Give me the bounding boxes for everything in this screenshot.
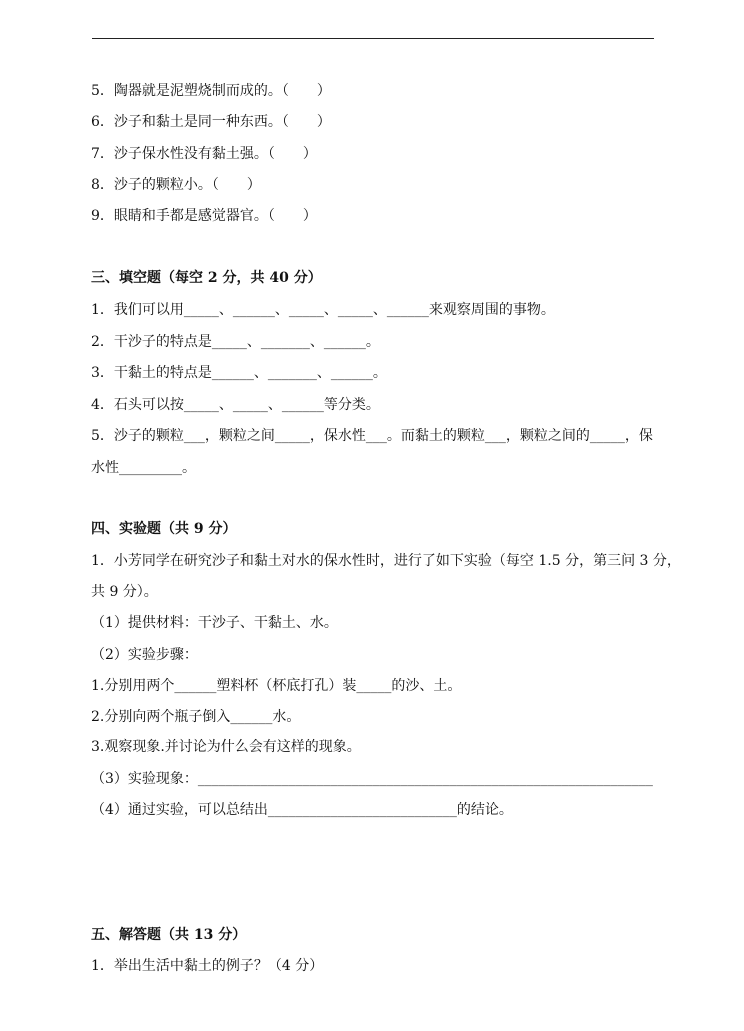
fill-blank-item-1: 1．我们可以用_____、______、_____、_____、______来观察周围的事物。 (91, 302, 555, 318)
fill-blank-heading: 三、填空题（每空 2 分，共 40 分） (91, 270, 322, 286)
experiment-step-1: 1.分别用两个______塑料杯（杯底打孔）装_____的沙、土。 (91, 678, 462, 694)
judgment-item-5: 5．陶器就是泥塑烧制而成的。（ ） (91, 83, 331, 99)
experiment-step-2: 2.分别向两个瓶子倒入______水。 (91, 709, 301, 725)
experiment-step-3: 3.观察现象.并讨论为什么会有这样的现象。 (91, 739, 361, 755)
judgment-item-7: 7．沙子保水性没有黏土强。（ ） (91, 146, 317, 162)
experiment-steps-label: （2）实验步骤： (91, 647, 198, 663)
fill-blank-item-2: 2．干沙子的特点是_____、_______、______。 (91, 334, 380, 350)
experiment-heading: 四、实验题（共 9 分） (91, 521, 237, 537)
judgment-item-6: 6．沙子和黏土是同一种东西。（ ） (91, 114, 331, 130)
answer-item-1: 1．举出生活中黏土的例子？（4 分） (91, 958, 324, 974)
judgment-item-8: 8．沙子的颗粒小。（ ） (91, 177, 261, 193)
fill-blank-item-5: 5．沙子的颗粒___，颗粒之间_____，保水性___。而黏土的颗粒___，颗粒之间的_____，保 (91, 428, 653, 444)
experiment-question: 1．小芳同学在研究沙子和黏土对水的保水性时，进行了如下实验（每空 1.5 分，第三问 3 分， (91, 553, 681, 569)
fill-blank-item-4: 4．石头可以按_____、_____、______等分类。 (91, 397, 380, 413)
experiment-conclusion: （4）通过实验，可以总结出___________________________的结论。 (91, 802, 513, 818)
experiment-phenomenon: （3）实验现象：_________________________________________________________________ (91, 771, 653, 787)
judgment-item-9: 9．眼睛和手都是感觉器官。（ ） (91, 208, 317, 224)
experiment-materials: （1）提供材料：干沙子、干黏土、水。 (91, 615, 338, 631)
answer-heading: 五、解答题（共 13 分） (91, 927, 247, 943)
experiment-question-cont: 共 9 分）。 (91, 584, 158, 600)
fill-blank-item-3: 3．干黏土的特点是______、_______、______。 (91, 365, 387, 381)
fill-blank-item-5-cont: 水性_________。 (91, 460, 196, 476)
header-rule (92, 38, 654, 39)
